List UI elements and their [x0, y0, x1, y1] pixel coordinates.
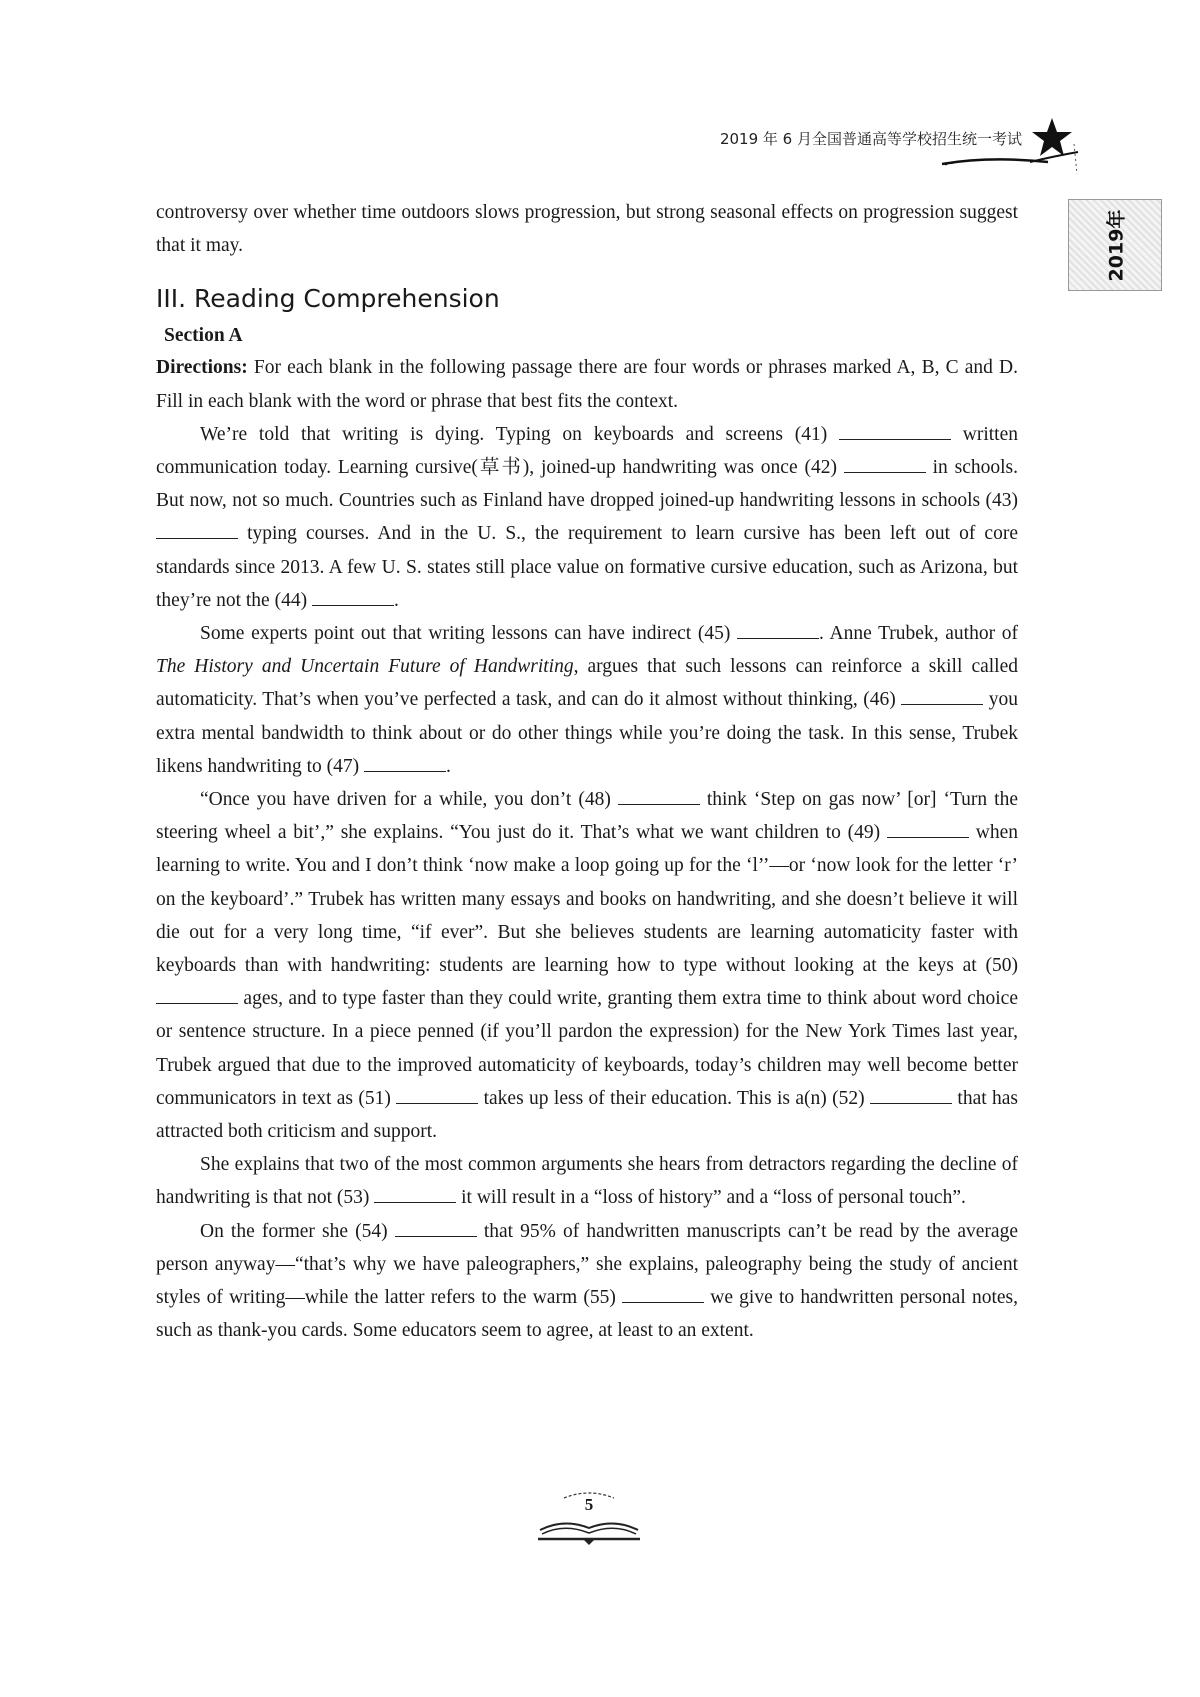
blank-42 [844, 471, 926, 473]
passage-text: it will result in a “loss of history” and a “loss of personal touch”. [456, 1187, 966, 1209]
passage-text: takes up less of their education. This is a(n) (52) [478, 1087, 871, 1109]
passage-text: On the former she (54) [200, 1220, 395, 1242]
passage-paragraph-2 [156, 617, 1018, 783]
passage-text: “Once you have driven for a while, you don’t (48) [200, 789, 618, 811]
passage-text: , argues that such lessons can reinforce a skill called automaticity. That’s when you’ve perfected a task, and can do it almost without thinking, (46) [156, 656, 1018, 711]
directions-paragraph [156, 351, 1018, 417]
directions-text: For each blank in the following passage there are four words or phrases marked A, B, C and D. Fill in each blank with the word or phrase that best fits the context. [156, 357, 1018, 412]
blank-48 [618, 803, 700, 805]
passage-text: . [445, 755, 451, 777]
page-footer [534, 1490, 644, 1546]
blank-53 [374, 1201, 456, 1203]
blank-55 [622, 1301, 704, 1303]
directions-label: Directions: [156, 357, 248, 379]
passage-paragraph-3 [156, 783, 1018, 1148]
blank-51 [396, 1102, 478, 1104]
blank-49 [887, 836, 969, 838]
intro-paragraph: controversy over whether time outdoors slows progression, but strong seasonal effects on progression suggest that it may. [156, 202, 1018, 257]
page-content [156, 196, 1018, 1348]
passage-text: . [393, 589, 399, 611]
blank-44 [312, 604, 394, 606]
blank-46 [901, 703, 983, 705]
passage-text: we give to handwritten personal notes, such as thank-you cards. Some educators seem to agree, at least to an extent. [156, 1287, 1018, 1342]
passage-text: written communication today. Learning cursive(草书), joined-up handwriting was once (42) [156, 423, 1018, 479]
passage-text: that 95% of handwritten manuscripts can’t be read by the average person anyway—“that’s why we have paleographers,” she explains, paleography being the study of ancient styles of writing—while the latter refers to the warm (55) [156, 1220, 1018, 1309]
blank-47 [364, 770, 446, 772]
section-a-label: Section A [164, 325, 243, 347]
passage-paragraph-4 [156, 1148, 1018, 1214]
side-tab-label: 2019年 [1105, 209, 1128, 281]
passage-text: you extra mental bandwidth to think about or do other things while you’re doing the task. In this sense, Trubek likens handwriting to (47) [156, 689, 1018, 777]
passage-paragraph-5 [156, 1215, 1018, 1348]
blank-50 [156, 1002, 238, 1004]
passage-text: We’re told that writing is dying. Typing on keyboards and screens (41) [200, 423, 839, 445]
passage-text: She explains that two of the most common arguments she hears from detractors regarding the decline of handwriting is that not (53) [156, 1154, 1018, 1209]
passage-text: think ‘Step on gas now’ [or] ‘Turn the steering wheel a bit’,” she explains. “You just do it. That’s what we want children to (49) [156, 789, 1019, 844]
passage-paragraph-1 [156, 418, 1018, 617]
blank-54 [395, 1235, 477, 1237]
header-swoosh [940, 150, 1050, 170]
passage-text: that has attracted both criticism and support. [156, 1087, 1019, 1143]
blank-45 [737, 637, 819, 639]
passage-text: . Anne Trubek, author of [819, 623, 1018, 645]
page-number: 5 [584, 1495, 594, 1514]
exam-header: 2019 年 6 月全国普通高等学校招生统一考试 [719, 130, 1022, 148]
passage-text: Some experts point out that writing lessons can have indirect (45) [200, 623, 738, 645]
book-title: The History and Uncertain Future of Handwriting [156, 656, 574, 678]
passage-text: typing courses. And in the U. S., the requirement to learn cursive has been left out of core standards since 2013. A few U. S. states still place value on formative cursive education, such as Arizona, but they’re not the (44) [156, 523, 1018, 611]
section-heading: III. Reading Comprehension [156, 284, 500, 314]
passage-text: in schools. But now, not so much. Countries such as Finland have dropped joined-up handwriting lessons in schools (43) [156, 457, 1018, 512]
blank-41 [839, 438, 951, 440]
blank-52 [870, 1102, 952, 1104]
year-side-tab [1068, 199, 1162, 291]
passage-text: ages, and to type faster than they could write, granting them extra time to think about word choice or sentence structure. In a piece penned (if you’ll pardon the expression) for the New York Times last year, Trubek argued that due to the improved automaticity of keyboards, today’s children may well become better communicators in text as (51) [156, 988, 1018, 1109]
passage-text: when learning to write. You and I don’t think ‘now make a loop going up for the ‘l’’—or ‘now look for the letter ‘r’ on the keyboard’.” Trubek has written many essays and books on handwriting, and she doesn’t believe it will die out for a very long time, “if ever”. But she believes students are learning automaticity faster with keyboards than with handwriting: students are learning how to type without looking at the keys at (50) [156, 822, 1018, 977]
blank-43 [156, 537, 238, 539]
